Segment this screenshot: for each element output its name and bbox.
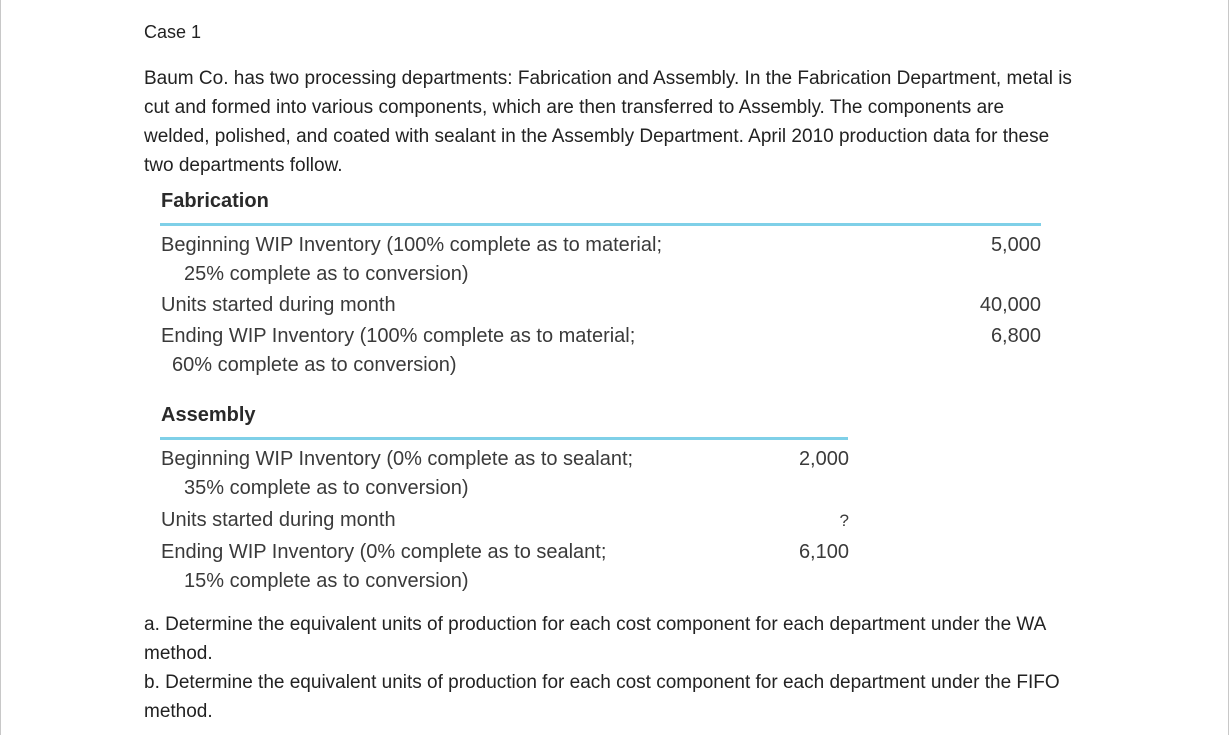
fabrication-units-started-value: 40,000: [979, 294, 1041, 316]
fabrication-heading: Fabrication: [161, 190, 269, 212]
fabrication-row-ending-wip-line1: Ending WIP Inventory (100% complete as to material;: [161, 325, 636, 347]
assembly-row-units-started: [161, 506, 396, 535]
fabrication-row-beginning-wip-line2: 25% complete as to conversion): [184, 263, 469, 285]
fabrication-row-ending-wip: [161, 322, 635, 380]
assembly-heading: Assembly: [161, 404, 256, 426]
fabrication-rule: [160, 223, 1041, 226]
assembly-row-ending-wip-line2: 15% complete as to conversion): [184, 570, 469, 592]
assembly-row-units-started-label: Units started during month: [161, 509, 396, 531]
assembly-row-beginning-wip-line1: Beginning WIP Inventory (0% complete as to sealant;: [161, 448, 634, 470]
fabrication-row-ending-wip-line2: 60% complete as to conversion): [172, 354, 457, 376]
question-b: b. Determine the equivalent units of production for each cost component for each department under the FIFO method.: [144, 672, 1060, 722]
question-a: a. Determine the equivalent units of production for each cost component for each department under the WA method.: [144, 614, 1046, 664]
case-title: Case 1: [144, 22, 202, 42]
assembly-units-started-value: ?: [839, 511, 849, 530]
fabrication-row-units-started: [161, 291, 396, 320]
assembly-ending-wip-value: 6,100: [798, 541, 849, 563]
assembly-row-beginning-wip-line2: 35% complete as to conversion): [184, 477, 469, 499]
assembly-row-ending-wip: [161, 538, 606, 596]
assembly-row-beginning-wip: [161, 445, 633, 503]
fabrication-ending-wip-value: 6,800: [990, 325, 1041, 347]
fabrication-beginning-wip-value: 5,000: [990, 234, 1041, 256]
fabrication-row-units-started-label: Units started during month: [161, 294, 396, 316]
fabrication-row-beginning-wip-line1: Beginning WIP Inventory (100% complete as to material;: [161, 234, 662, 256]
fabrication-row-beginning-wip: [161, 231, 662, 289]
assembly-rule: [160, 437, 848, 440]
assembly-row-ending-wip-line1: Ending WIP Inventory (0% complete as to sealant;: [161, 541, 607, 563]
intro-paragraph: Baum Co. has two processing departments: Fabrication and Assembly. In the Fabrication Department, metal is cut and formed into various components, which are then transferred to Assembly. The components are welded, polished, and coated with sealant in the Assembly Department. April 2010 production data for these two departments follow.: [144, 68, 1072, 176]
page-border-left: [0, 0, 1, 735]
assembly-beginning-wip-value: 2,000: [798, 448, 849, 470]
